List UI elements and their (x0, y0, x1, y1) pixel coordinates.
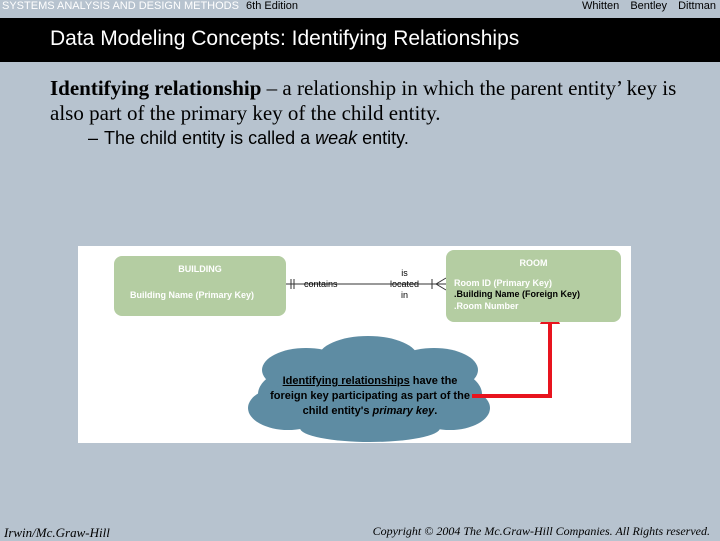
entity-room-name: ROOM (519, 258, 548, 268)
book-info (2, 0, 298, 12)
title-bar (0, 18, 720, 62)
footer-publisher: Irwin/Mc.Graw-Hill (4, 525, 110, 540)
callout-emph: primary key (372, 405, 435, 417)
main-bullet (50, 76, 690, 126)
callout-text (268, 374, 472, 419)
author-1: Whitten (581, 0, 620, 12)
rel-word-2: located (390, 279, 420, 289)
author-3: Dittman (678, 0, 716, 12)
entity-room-attr-3: .Room Number (454, 301, 519, 311)
sub-bullet-text-end: entity. (357, 128, 409, 148)
relationship-label-contains: contains (304, 279, 338, 289)
callout-underlined: Identifying relationships (282, 375, 410, 387)
entity-room (446, 250, 621, 322)
callout-body: have the foreign key participating as part of the child entity's (270, 375, 470, 417)
definition: – a relationship in which the parent entity’ key is also part of the primary key of the child entity. (50, 76, 677, 125)
sub-bullet-text: The child entity is called a (104, 128, 316, 148)
term: Identifying relationship (50, 76, 262, 100)
entity-building-attr: Building Name (Primary Key) (130, 290, 255, 300)
sub-bullet-dash: – (88, 128, 99, 148)
sub-bullet-emph: weak (315, 128, 358, 148)
slide-title: Data Modeling Concepts: Identifying Relationships (50, 27, 520, 50)
book-edition: 6th Edition (246, 0, 299, 12)
footer-copyright: Copyright © 2004 The Mc.Graw-Hill Companies. All Rights reserved. (372, 524, 710, 538)
book-title: SYSTEMS ANALYSIS AND DESIGN METHODS (2, 0, 239, 12)
rel-word-3: in (401, 290, 409, 300)
authors (574, 0, 716, 12)
entity-room-attr-2: .Building Name (Foreign Key) (454, 289, 581, 299)
erd-figure (78, 246, 631, 443)
callout-end: . (434, 405, 438, 417)
entity-building-name: BUILDING (178, 264, 222, 274)
entity-room-attr-1: Room ID (Primary Key) (454, 278, 553, 288)
author-2: Bentley (630, 0, 668, 12)
rel-word-1: is (401, 268, 408, 278)
header-bar (0, 0, 720, 14)
relationship-label-located-in (390, 268, 419, 301)
sub-bullet (88, 128, 409, 149)
entity-building (114, 256, 286, 316)
